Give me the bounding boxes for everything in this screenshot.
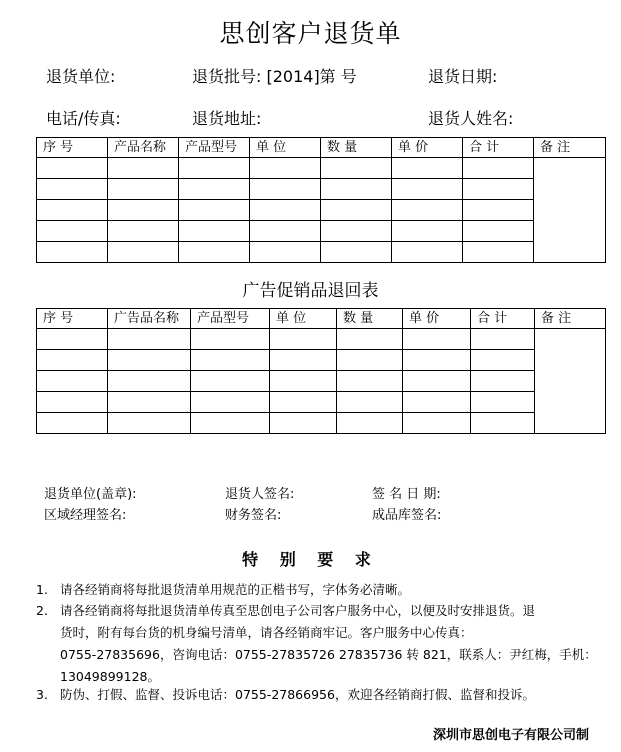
cell[interactable] (471, 413, 535, 434)
header-cell: 数 量 (321, 138, 392, 158)
table-row (37, 242, 606, 263)
cell[interactable] (321, 221, 392, 242)
cell[interactable] (108, 371, 191, 392)
header-cell: 单 位 (250, 138, 321, 158)
header-cell: 序 号 (37, 138, 108, 158)
cell[interactable] (321, 179, 392, 200)
cell[interactable] (392, 221, 463, 242)
product-return-table (36, 137, 606, 263)
cell[interactable] (392, 200, 463, 221)
cell[interactable] (179, 221, 250, 242)
cell[interactable] (250, 200, 321, 221)
cell[interactable] (108, 158, 179, 179)
cell[interactable] (37, 158, 108, 179)
header-cell: 合 计 (463, 138, 534, 158)
cell[interactable] (337, 371, 403, 392)
cell[interactable] (191, 392, 270, 413)
cell[interactable] (108, 179, 179, 200)
cell[interactable] (471, 371, 535, 392)
requirement-number: 3. (36, 687, 48, 702)
cell[interactable] (179, 200, 250, 221)
cell[interactable] (108, 329, 191, 350)
header-cell: 产品名称 (108, 138, 179, 158)
cell[interactable] (37, 413, 108, 434)
cell[interactable] (463, 200, 534, 221)
cell[interactable] (37, 221, 108, 242)
cell[interactable] (37, 329, 108, 350)
header-cell: 单 位 (270, 309, 337, 329)
cell[interactable] (108, 413, 191, 434)
cell[interactable] (270, 350, 337, 371)
cell[interactable] (463, 179, 534, 200)
cell[interactable] (463, 242, 534, 263)
requirements-title: 特 别 要 求 (242, 550, 379, 569)
table-row (37, 158, 606, 179)
cell[interactable] (337, 413, 403, 434)
header-cell: 产品型号 (191, 309, 270, 329)
cell[interactable] (108, 242, 179, 263)
header-cell: 单 价 (392, 138, 463, 158)
header-cell: 数 量 (337, 309, 403, 329)
requirement-line: 防伪、打假、监督、投诉电话：0755-27866956，欢迎各经销商打假、监督和投诉。 (60, 687, 535, 702)
sign-date-label: 签 名 日 期: (372, 487, 441, 502)
header-cell: 单 价 (403, 309, 471, 329)
cell[interactable] (250, 179, 321, 200)
returner-name-label: 退货人姓名: (428, 109, 514, 128)
return-date-label: 退货日期: (428, 67, 498, 86)
table-row (37, 392, 606, 413)
requirement-line: 13049899128。 (60, 669, 160, 684)
cell[interactable] (337, 392, 403, 413)
cell[interactable] (337, 350, 403, 371)
cell[interactable] (191, 350, 270, 371)
unit-seal-label: 退货单位(盖章): (44, 487, 137, 502)
requirement-line: 货时，附有每台货的机身编号清单，请各经销商牢记。客户服务中心传真： (60, 625, 473, 640)
table-row (37, 413, 606, 434)
cell[interactable] (250, 158, 321, 179)
remarks-cell[interactable] (534, 158, 606, 263)
cell[interactable] (108, 350, 191, 371)
cell[interactable] (403, 371, 471, 392)
cell[interactable] (270, 329, 337, 350)
cell[interactable] (403, 329, 471, 350)
cell[interactable] (37, 392, 108, 413)
requirement-line: 请各经销商将每批退货清单用规范的正楷书写，字体务必清晰。 (60, 582, 411, 597)
cell[interactable] (179, 158, 250, 179)
return-address-label: 退货地址: (192, 109, 262, 128)
cell[interactable] (37, 242, 108, 263)
table-header-row (37, 138, 606, 158)
cell[interactable] (191, 371, 270, 392)
cell[interactable] (37, 179, 108, 200)
remarks-cell[interactable] (535, 329, 606, 434)
cell[interactable] (179, 242, 250, 263)
cell[interactable] (403, 413, 471, 434)
cell[interactable] (463, 158, 534, 179)
requirement-line: 0755-27835696，咨询电话：0755-27835726 27835736 转 821，联系人：尹红梅，手机： (60, 647, 597, 662)
cell[interactable] (108, 221, 179, 242)
table-row (37, 371, 606, 392)
cell[interactable] (37, 200, 108, 221)
cell[interactable] (471, 392, 535, 413)
header-cell: 产品型号 (179, 138, 250, 158)
requirement-item (36, 600, 596, 688)
cell[interactable] (108, 200, 179, 221)
form-title: 思创客户退货单 (219, 19, 402, 48)
promo-return-table (36, 308, 606, 434)
requirement-item (36, 684, 596, 706)
return-unit-label: 退货单位: (46, 67, 116, 86)
header-cell: 备 注 (535, 309, 606, 329)
requirement-item (36, 579, 596, 601)
header-cell: 广告品名称 (108, 309, 191, 329)
table-row (37, 329, 606, 350)
cell[interactable] (179, 179, 250, 200)
cell[interactable] (270, 392, 337, 413)
header-cell: 序 号 (37, 309, 108, 329)
header-cell: 合 计 (471, 309, 535, 329)
cell[interactable] (37, 350, 108, 371)
cell[interactable] (403, 350, 471, 371)
manager-sign-label: 区域经理签名: (44, 508, 127, 523)
table-row (37, 179, 606, 200)
table-row (37, 200, 606, 221)
cell[interactable] (463, 221, 534, 242)
company-footer: 深圳市思创电子有限公司制 (432, 728, 589, 743)
cell[interactable] (392, 158, 463, 179)
cell[interactable] (321, 200, 392, 221)
requirement-number: 2. (36, 603, 48, 618)
cell[interactable] (321, 242, 392, 263)
requirement-line: 请各经销商将每批退货清单传真至思创电子公司客户服务中心，以便及时安排退货。退 (60, 603, 536, 618)
table-header-row (37, 309, 606, 329)
cell[interactable] (392, 242, 463, 263)
warehouse-sign-label: 成品库签名: (372, 508, 442, 523)
cell[interactable] (471, 350, 535, 371)
returner-sign-label: 退货人签名: (225, 487, 295, 502)
cell[interactable] (337, 329, 403, 350)
finance-sign-label: 财务签名: (225, 508, 282, 523)
phone-fax-label: 电话/传真: (46, 109, 121, 128)
header-cell: 备 注 (534, 138, 606, 158)
cell[interactable] (392, 179, 463, 200)
batch-number-label: 退货批号: [2014]第 号 (192, 67, 357, 86)
cell[interactable] (270, 371, 337, 392)
cell[interactable] (191, 329, 270, 350)
cell[interactable] (250, 221, 321, 242)
cell[interactable] (108, 392, 191, 413)
cell[interactable] (270, 413, 337, 434)
cell[interactable] (403, 392, 471, 413)
cell[interactable] (250, 242, 321, 263)
table-row (37, 350, 606, 371)
cell[interactable] (471, 329, 535, 350)
cell[interactable] (191, 413, 270, 434)
cell[interactable] (37, 371, 108, 392)
table-row (37, 221, 606, 242)
promo-table-title: 广告促销品退回表 (242, 281, 379, 301)
cell[interactable] (321, 158, 392, 179)
requirement-number: 1. (36, 582, 48, 597)
